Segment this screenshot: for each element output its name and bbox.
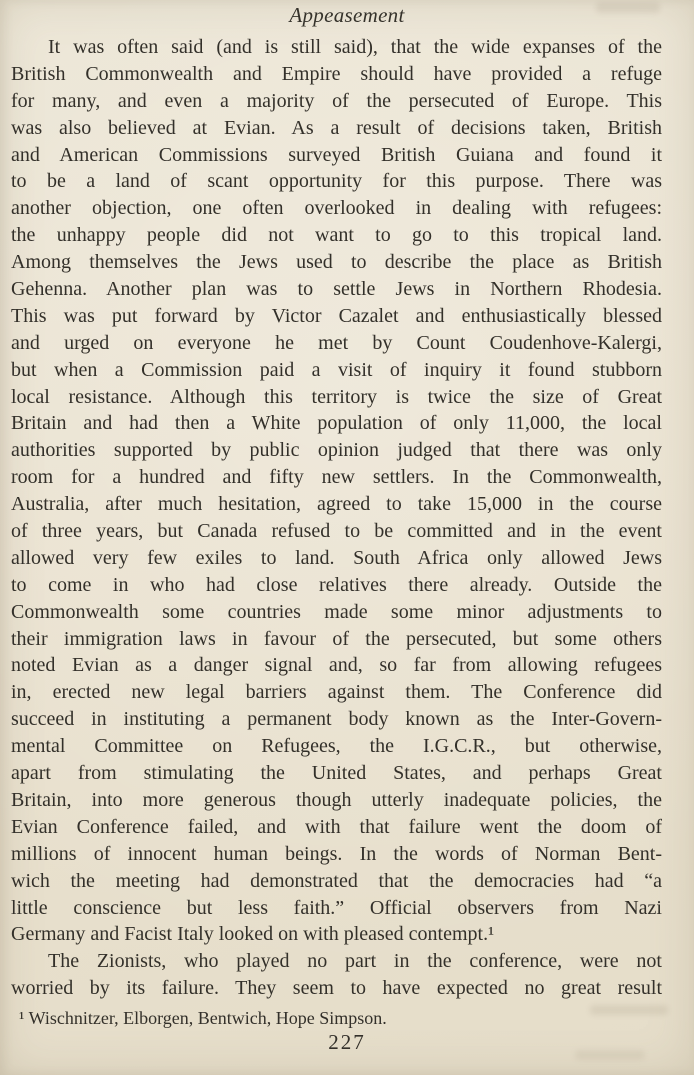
text-line: millions of innocent human beings. In the words of Norman Bent- xyxy=(11,842,662,865)
text-line: but when a Commission paid a visit of inquiry it found stubborn xyxy=(11,358,662,381)
body-text xyxy=(11,34,662,1002)
text-line: to be a land of scant opportunity for this purpose. There was xyxy=(11,170,662,193)
text-line: It was often said (and is still said), that the wide expanses of the xyxy=(48,36,662,58)
text-line: Commonwealth some countries made some minor adjustments to xyxy=(11,600,662,623)
text-line: noted Evian as a danger signal and, so far from allowing refugees xyxy=(11,654,662,677)
text-line: to come in who had close relatives there already. Outside the xyxy=(11,573,662,596)
text-line: their immigration laws in favour of the persecuted, but some others xyxy=(11,627,662,650)
text-line: worried by its failure. They seem to have expected no great result xyxy=(11,977,662,1000)
text-line: This was put forward by Victor Cazalet and enthusiastically blessed xyxy=(11,304,662,327)
text-line: succeed in instituting a permanent body known as the Inter-Govern- xyxy=(11,708,662,731)
text-line: Germany and Facist Italy looked on with pleased contempt.¹ xyxy=(11,923,495,946)
text-line: and urged on everyone he met by Count Coudenhove-Kalergi, xyxy=(11,331,662,354)
text-line: was also believed at Evian. As a result of decisions taken, British xyxy=(11,116,662,139)
text-line: of three years, but Canada refused to be committed and in the event xyxy=(11,520,662,543)
text-line: for many, and even a majority of the persecuted of Europe. This xyxy=(11,89,662,112)
text-line: Evian Conference failed, and with that failure went the doom of xyxy=(11,815,662,838)
text-line: little conscience but less faith.” Official observers from Nazi xyxy=(11,896,662,919)
text-line: room for a hundred and fifty new settlers. In the Commonwealth, xyxy=(11,466,662,489)
running-head: Appeasement xyxy=(289,3,405,27)
text-line: in, erected new legal barriers against them. The Conference did xyxy=(11,681,662,704)
text-line: Gehenna. Another plan was to settle Jews in Northern Rhodesia. xyxy=(11,278,662,301)
page-number: 227 xyxy=(328,1030,366,1054)
text-line: local resistance. Although this territory is twice the size of Great xyxy=(11,385,662,408)
text-line: Britain, into more generous though utterly inadequate policies, the xyxy=(11,788,662,811)
text-line: allowed very few exiles to land. South Africa only allowed Jews xyxy=(11,546,662,569)
text-line: Australia, after much hesitation, agreed to take 15,000 in the course xyxy=(11,493,662,516)
text-line: and American Commissions surveyed British Guiana and found it xyxy=(11,143,662,166)
text-line: the unhappy people did not want to go to this tropical land. xyxy=(11,224,662,247)
text-line: authorities supported by public opinion judged that there was only xyxy=(11,439,662,462)
text-line: The Zionists, who played no part in the conference, were not xyxy=(48,950,662,973)
text-line: Britain and had then a White population of only 11,000, the local xyxy=(11,412,662,435)
text-line: Among themselves the Jews used to describe the place as British xyxy=(11,251,662,274)
text-line: wich the meeting had demonstrated that the democracies had “a xyxy=(11,869,662,892)
text-line: mental Committee on Refugees, the I.G.C.R., but otherwise, xyxy=(11,735,662,758)
text-line: British Commonwealth and Empire should have provided a refuge xyxy=(11,62,662,85)
footnote: ¹ Wischnitzer, Elborgen, Bentwich, Hope Simpson. xyxy=(19,1008,387,1028)
text-line: apart from stimulating the United States, and perhaps Great xyxy=(11,762,662,785)
text-line: another objection, one often overlooked in dealing with refugees: xyxy=(11,197,662,220)
